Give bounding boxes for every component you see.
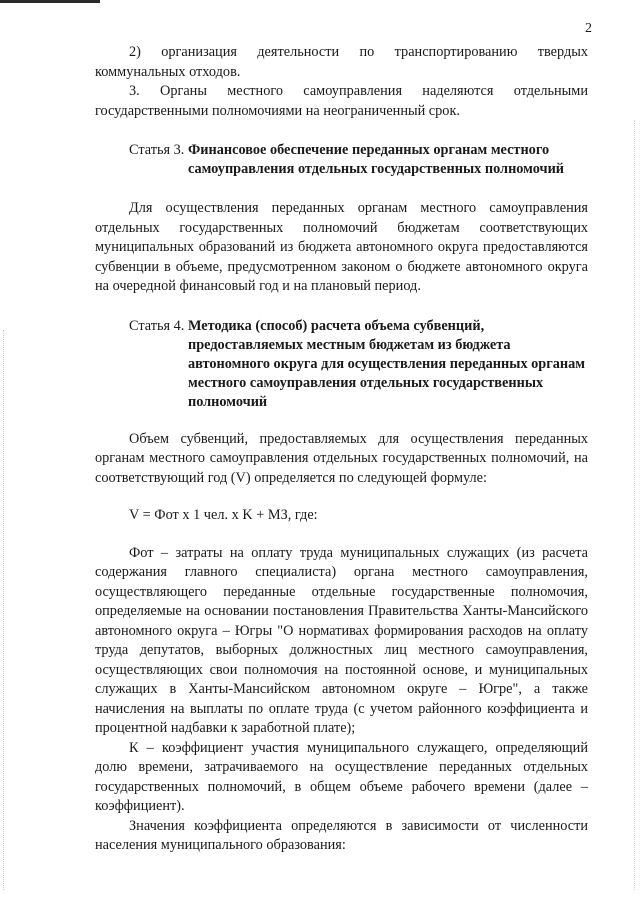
article-4-label: Статья 4. bbox=[129, 317, 188, 334]
article-4-intro: Объем субвенций, предоставляемых для осуществления переданных органам местного самоуправления отдельных государственных полномочий, на соответствующий год (V) определяется по следующей формуле: bbox=[95, 430, 588, 486]
formula: V = Фот х 1 чел. х K + МЗ, где: bbox=[129, 507, 318, 523]
coefficient-values-intro: Значения коэффициента определяются в зависимости от численности населения муниципального образования: bbox=[95, 817, 588, 853]
scan-edge-left bbox=[3, 330, 5, 890]
paragraph-item-3: 3. Органы местного самоуправления наделяются отдельными государственными полномочиями на неограниченный срок. bbox=[95, 83, 588, 119]
article-3-heading bbox=[95, 141, 588, 179]
page-number: 2 bbox=[585, 21, 592, 36]
article-3-title: Финансовое обеспечение переданных органам местного самоуправления отдельных государственных полномочий bbox=[187, 142, 565, 177]
definition-fot: Фот – затраты на оплату труда муниципальных служащих (из расчета содержания главного специалиста) органа местного самоуправления, осуществляющего переданные отдельные государственные полномочия, определяемые на основании постановления Правительства Ханты-Мансийского автономного округа – Югры "О нормативах формирования расходов на оплату труда депутатов, выборных должностных лиц местного самоуправления, осуществляющих свои полномочия на постоянной основе, и муниципальных служащих в Ханты-Мансийском автономном округе – Югре", а также начисления на выплаты по оплате труда (с учетом районного коэффициента и процентной надбавки к заработной плате); bbox=[95, 544, 588, 736]
scan-edge-right bbox=[634, 120, 636, 890]
article-4-title: Методика (способ) расчета объема субвенций, предоставляемых местным бюджетам из бюджета автономного округа для осуществления переданных органам местного самоуправления отдельных государственных полномочий bbox=[187, 317, 586, 410]
definition-k: К – коэффициент участия муниципального служащего, определяющий долю времени, затрачиваемого на осуществление переданных отдельных государственных полномочий, в общем объеме рабочего времени (далее – коэффициент). bbox=[95, 739, 588, 814]
article-3-label: Статья 3. bbox=[129, 142, 188, 158]
article-3-text: Для осуществления переданных органам местного самоуправления отдельных государственных полномочий бюджетам соответствующих муниципальных образований из бюджета автономного округа предоставляются субвенции в объеме, предусмотренном законом о бюджете автономного округа на очередной финансовый год и на плановый период. bbox=[95, 200, 588, 294]
document-body bbox=[95, 43, 588, 856]
top-edge-mark bbox=[0, 0, 100, 3]
article-4-heading bbox=[95, 317, 588, 412]
paragraph-item-2: 2) организация деятельности по транспортированию твердых коммунальных отходов. bbox=[95, 44, 588, 80]
